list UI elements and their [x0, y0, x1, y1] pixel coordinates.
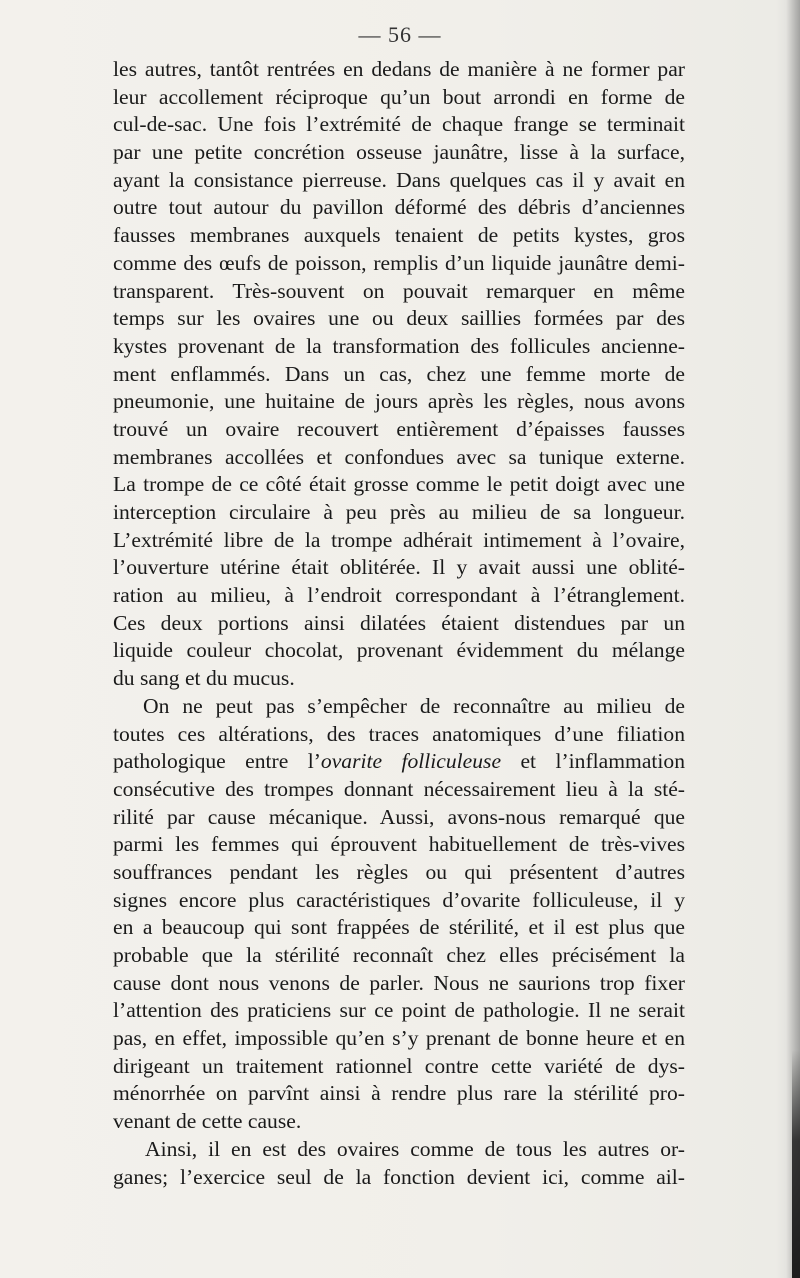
text-line: ration au milieu, à l’endroit correspondant à l’étranglement. [113, 583, 685, 608]
text-line: l’attention des praticiens sur ce point de pathologie. Il ne serait [113, 998, 685, 1023]
text-line: temps sur les ovaires une ou deux saillies formées par des [113, 306, 685, 331]
text-line: cause dont nous venons de parler. Nous ne saurions trop fixer [113, 970, 685, 995]
text-line: On ne peut pas s’empêcher de reconnaître au milieu de [143, 693, 685, 718]
text-line: toutes ces altérations, des traces anatomiques d’une filiation [113, 721, 685, 746]
text-line: La trompe de ce côté était grosse comme le petit doigt avec une [113, 472, 685, 497]
text-line: par une petite concrétion osseuse jaunâtre, lisse à la surface, [113, 140, 685, 165]
text-line: souffrances pendant les règles ou qui présentent d’autres [113, 859, 685, 884]
body-text [113, 56, 685, 1191]
page-edge-dark [792, 1050, 800, 1278]
text-line: interception circulaire à peu près au milieu de sa longueur. [113, 500, 685, 524]
text-line: venant de cette cause. [113, 1109, 302, 1134]
text-line: kystes provenant de la transformation des follicules ancienne- [113, 333, 685, 358]
text-line: signes encore plus caractéristiques d’ovarite folliculeuse, il y [113, 887, 685, 912]
text-line: probable que la stérilité reconnaît chez elles précisément la [113, 943, 685, 967]
text-line: L’extrémité libre de la trompe adhérait intimement à l’ovaire, [113, 527, 685, 552]
text-line: Ainsi, il en est des ovaires comme de tous les autres or- [145, 1136, 685, 1161]
text-line: leur accollement réciproque qu’un bout arrondi en forme de [113, 84, 685, 109]
text-line: liquide couleur chocolat, provenant évidemment du mélange [113, 638, 685, 663]
text-line: trouvé un ovaire recouvert entièrement d’épaisses fausses [113, 416, 685, 441]
text-line: outre tout autour du pavillon déformé des débris d’anciennes [113, 195, 685, 220]
text-line: ayant la consistance pierreuse. Dans quelques cas il y avait en [113, 167, 685, 192]
text-line: dirigeant un traitement rationnel contre cette variété de dys- [113, 1053, 685, 1078]
text-line: ménorrhée on parvînt ainsi à rendre plus rare la stérilité pro- [113, 1081, 685, 1106]
text-line: consécutive des trompes donnant nécessairement lieu à la sté- [113, 776, 685, 801]
text-line: ment enflammés. Dans un cas, chez une femme morte de [113, 361, 685, 386]
text-line: comme des œufs de poisson, remplis d’un liquide jaunâtre demi- [113, 250, 685, 275]
text-run: et l’inflammation [501, 749, 685, 774]
text-run: pathologique entre l’ [113, 749, 321, 774]
text-line: pneumonie, une huitaine de jours après les règles, nous avons [113, 389, 685, 414]
text-line: rilité par cause mécanique. Aussi, avons-nous remarqué que [113, 804, 685, 829]
text-line: en a beaucoup qui sont frappées de stérilité, et il est plus que [113, 915, 685, 940]
text-line [113, 748, 685, 776]
text-line: du sang et du mucus. [113, 666, 295, 691]
text-line: ganes; l’exercice seul de la fonction devient ici, comme ail- [113, 1164, 685, 1189]
text-line: l’ouverture utérine était oblitérée. Il y avait aussi une oblité- [113, 555, 685, 580]
text-line: Ces deux portions ainsi dilatées étaient distendues par un [113, 610, 685, 635]
text-line: les autres, tantôt rentrées en dedans de manière à ne former par [113, 57, 685, 81]
page-number: — 56 — [358, 22, 442, 47]
text-line: membranes accollées et confondues avec sa tunique externe. [113, 444, 685, 469]
text-line: pas, en effet, impossible qu’en s’y prenant de bonne heure et en [113, 1026, 685, 1051]
text-line: transparent. Très-souvent on pouvait remarquer en même [113, 278, 685, 303]
text-line: cul-de-sac. Une fois l’extrémité de chaque frange se terminait [113, 112, 685, 137]
text-line: fausses membranes auxquels tenaient de petits kystes, gros [113, 223, 685, 248]
text-line: parmi les femmes qui éprouvent habituellement de très-vives [113, 832, 685, 857]
italic-term: ovarite folliculeuse [320, 749, 502, 774]
